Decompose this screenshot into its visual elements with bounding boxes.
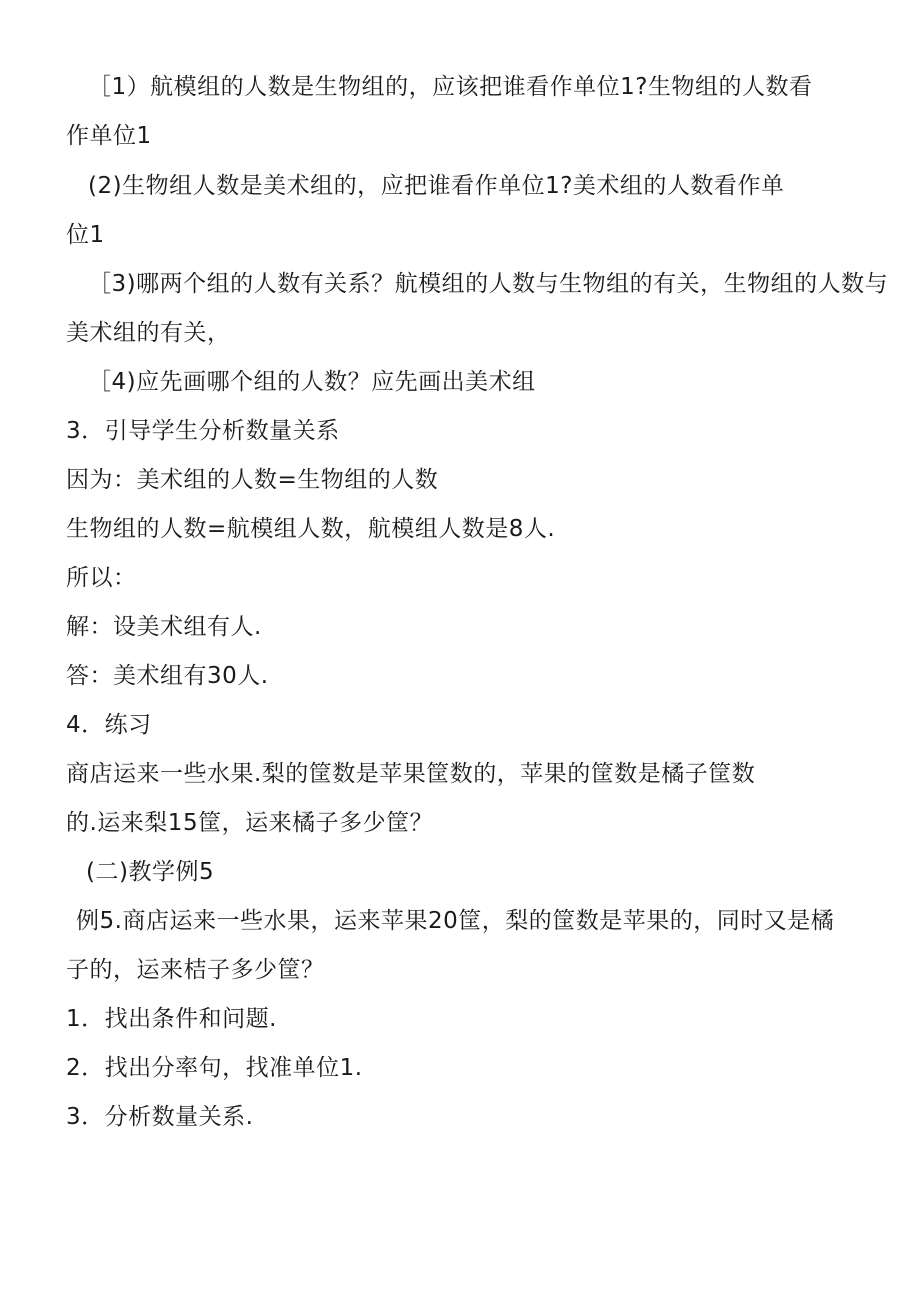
text-line: 2．找出分率句，找准单位1.: [66, 1055, 363, 1081]
text-line: 作单位1: [66, 123, 152, 149]
text-line: ［1）航模组的人数是生物组的，应该把谁看作单位1?生物组的人数看: [88, 74, 813, 100]
text-line: 位1: [66, 222, 105, 248]
text-line: (二)教学例5: [86, 859, 215, 885]
text-line: ［3)哪两个组的人数有关系？航模组的人数与生物组的有关，生物组的人数与: [88, 271, 889, 297]
text-line: (2)生物组人数是美术组的，应把谁看作单位1?美术组的人数看作单: [88, 173, 785, 199]
text-line: 子的，运来桔子多少筐？: [66, 957, 325, 983]
text-line: ［4)应先画哪个组的人数？应先画出美术组: [88, 369, 536, 395]
text-line: 例5.商店运来一些水果，运来苹果20筐，梨的筐数是苹果的，同时又是橘: [76, 908, 835, 934]
text-line: 商店运来一些水果.梨的筐数是苹果筐数的，苹果的筐数是橘子筐数: [66, 761, 756, 787]
text-line: 生物组的人数=航模组人数，航模组人数是8人.: [66, 516, 556, 542]
text-line: 美术组的有关，: [66, 320, 231, 346]
text-line: 1．找出条件和问题.: [66, 1006, 277, 1032]
text-line: 的.运来梨15筐，运来橘子多少筐？: [66, 810, 434, 836]
text-line: 3．分析数量关系.: [66, 1104, 254, 1130]
text-line: 因为：美术组的人数=生物组的人数: [66, 467, 439, 493]
text-line: 解：设美术组有人.: [66, 614, 262, 640]
text-line: 答：美术组有30人.: [66, 663, 269, 689]
text-line: 所以：: [66, 565, 137, 591]
text-line: 3．引导学生分析数量关系: [66, 418, 340, 444]
text-line: 4．练习: [66, 712, 152, 738]
